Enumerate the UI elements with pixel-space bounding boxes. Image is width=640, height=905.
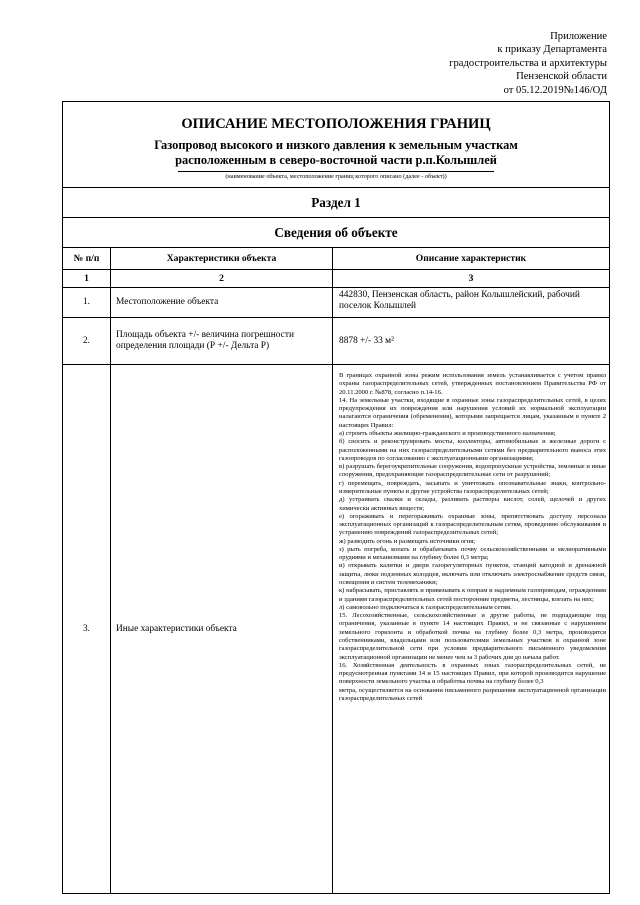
appendix-line: Пензенской области [516, 71, 607, 83]
row-label: Местоположение объекта [110, 288, 332, 317]
column-number: 3 [332, 270, 609, 287]
section-title: Сведения об объекте [274, 224, 398, 240]
text-paragraph: 15. Лесохозяйственные, сельскохозяйственные и другие работы, не подпадающие под ограничения, указанные в пункте 14 настоящих Правил, и не связанные с нарушением земельного горизонта и обработкой почвы на глубину более 0,3 метра, производятся собственниками, владельцами или пользователями земельных участков в охранной зоне газораспределительной сети при условии предварительного письменного уведомления эксплуатационной организации не менее чем за 3 рабочих дня до начала работ. [339, 612, 606, 661]
text-paragraph: ж) разводить огонь и размещать источники огня; [339, 537, 476, 545]
table-row [63, 365, 609, 893]
row-number: 1. [82, 297, 91, 307]
table-header-row [63, 248, 609, 270]
header-description: Описание характеристик [332, 248, 609, 269]
object-name-line: расположенным в северо-восточной части р.п.Колышлей [175, 152, 497, 167]
table-row [63, 318, 609, 365]
text-paragraph: б) сносить и реконструировать мосты, коллекторы, автомобильные и железные дороги с расположенными на них газораспределительными сетями без предварительного выноса этих газопроводов по согласованию с эксплуатационными организациями; [339, 438, 606, 462]
text-paragraph: метра, осуществляется на основании письменного разрешения эксплуатационной организации газораспределительных сетей [339, 686, 606, 702]
appendix-line: Приложение [550, 31, 607, 42]
text-paragraph: д) устраивать свалки и склады, разливать растворы кислот, солей, щелочей и других химически активных веществ; [339, 496, 606, 512]
header-number: № п/п [73, 253, 100, 264]
object-name-line: Газопровод высокого и низкого давления к земельным участкам [154, 138, 518, 152]
text-paragraph: з) рыть погреба, копать и обрабатывать почву сельскохозяйственными и мелиоративными орудиями и механизмами на глубину более 0,3 метра; [339, 545, 606, 562]
section-number: Раздел 1 [311, 194, 361, 210]
text-paragraph: и) открывать калитки и двери газорегуляторных пунктов, станций катодной и дренажной защиты, люки подземных колодцев, включать или отключать электроснабжение средств связи, освещения и систем телемеханики; [339, 562, 606, 587]
text-paragraph: В границах охранной зоны режим использования земель устанавливается с учетом правил охраны газораспределительных сетей, утвержденных постановлением Правительства РФ от 20.11.2000 г. №878, согласно п.14-16. [339, 372, 606, 396]
text-paragraph: 16. Хозяйственная деятельность в охранных зонах газораспределительных сетей, не предусмотренная пунктами 14 и 15 настоящих Правил, при которой производится нарушение поверхности земельного участка и обработка почвы на глубину более 0,3 [339, 661, 606, 686]
text-paragraph: 14. На земельные участки, входящие в охранные зоны газораспределительных сетей, в целях предупреждения их повреждения или нарушения условий их нормальной эксплуатации налагаются ограничения (обременения), которыми запрещается лицам, указанным в пункте 2 настоящих Правил: [339, 396, 606, 429]
column-number: 1 [84, 273, 89, 284]
header-characteristics: Характеристики объекта [110, 248, 332, 269]
row-label: Иные характеристики объекта [110, 365, 332, 893]
document-title: ОПИСАНИЕ МЕСТОПОЛОЖЕНИЯ ГРАНИЦ [181, 116, 491, 132]
row-number: 3. [82, 623, 91, 634]
appendix-block [449, 30, 607, 97]
text-paragraph: в) разрушать берегоукрепительные сооружения, водопропускные устройства, земляные и иные сооружения, предохраняющие газораспределительные сети от разрушений; [339, 463, 606, 479]
text-paragraph: г) перемещать, повреждать, засыпать и уничтожать опознавательные знаки, контрольно-измерительные пункты и другие устройства газораспределительных сетей; [339, 479, 606, 495]
column-numbers-row [63, 270, 609, 288]
text-paragraph: е) огораживать и перегораживать охранные зоны, препятствовать доступу персонала эксплуатационных организаций к газораспределительным сетям, проведению обслуживания и устранению повреждений газораспределительных сетей; [339, 512, 606, 537]
appendix-line: градостроительства и архитектуры [449, 57, 607, 69]
location-value: 442830, Пензенская область, район Колышлейский, рабочий поселок Колышлей [332, 288, 609, 317]
appendix-line: от 05.12.2019№146/ОД [503, 84, 607, 96]
section-row [63, 188, 609, 218]
section-title-row [63, 218, 609, 248]
column-number: 2 [110, 270, 332, 287]
text-paragraph: а) строить объекты жилищно-гражданского и производственного назначения; [339, 429, 556, 437]
text-paragraph: к) набрасывать, приставлять и привязывать к опорам и надземным газопроводам, ограждениям и зданиям газораспределительных сетей посторонние предметы, лестницы, влезать на них; [339, 587, 606, 603]
object-note: (наименование объекта, местоположение границ которого описано (далее - объект)) [178, 171, 494, 180]
row-number: 2. [82, 335, 91, 346]
other-characteristics-text [332, 365, 609, 893]
text-paragraph: л) самовольно подключаться к газораспределительным сетям. [339, 603, 512, 611]
document-frame [62, 101, 610, 894]
appendix-line: к приказу Департамента [497, 44, 607, 56]
title-block [63, 102, 609, 188]
table-row [63, 288, 609, 318]
area-value: 8878 +/- 33 м² [332, 318, 609, 364]
row-label: Площадь объекта +/- величина погрешности определения площади (Р +/- Дельта Р) [110, 318, 332, 364]
